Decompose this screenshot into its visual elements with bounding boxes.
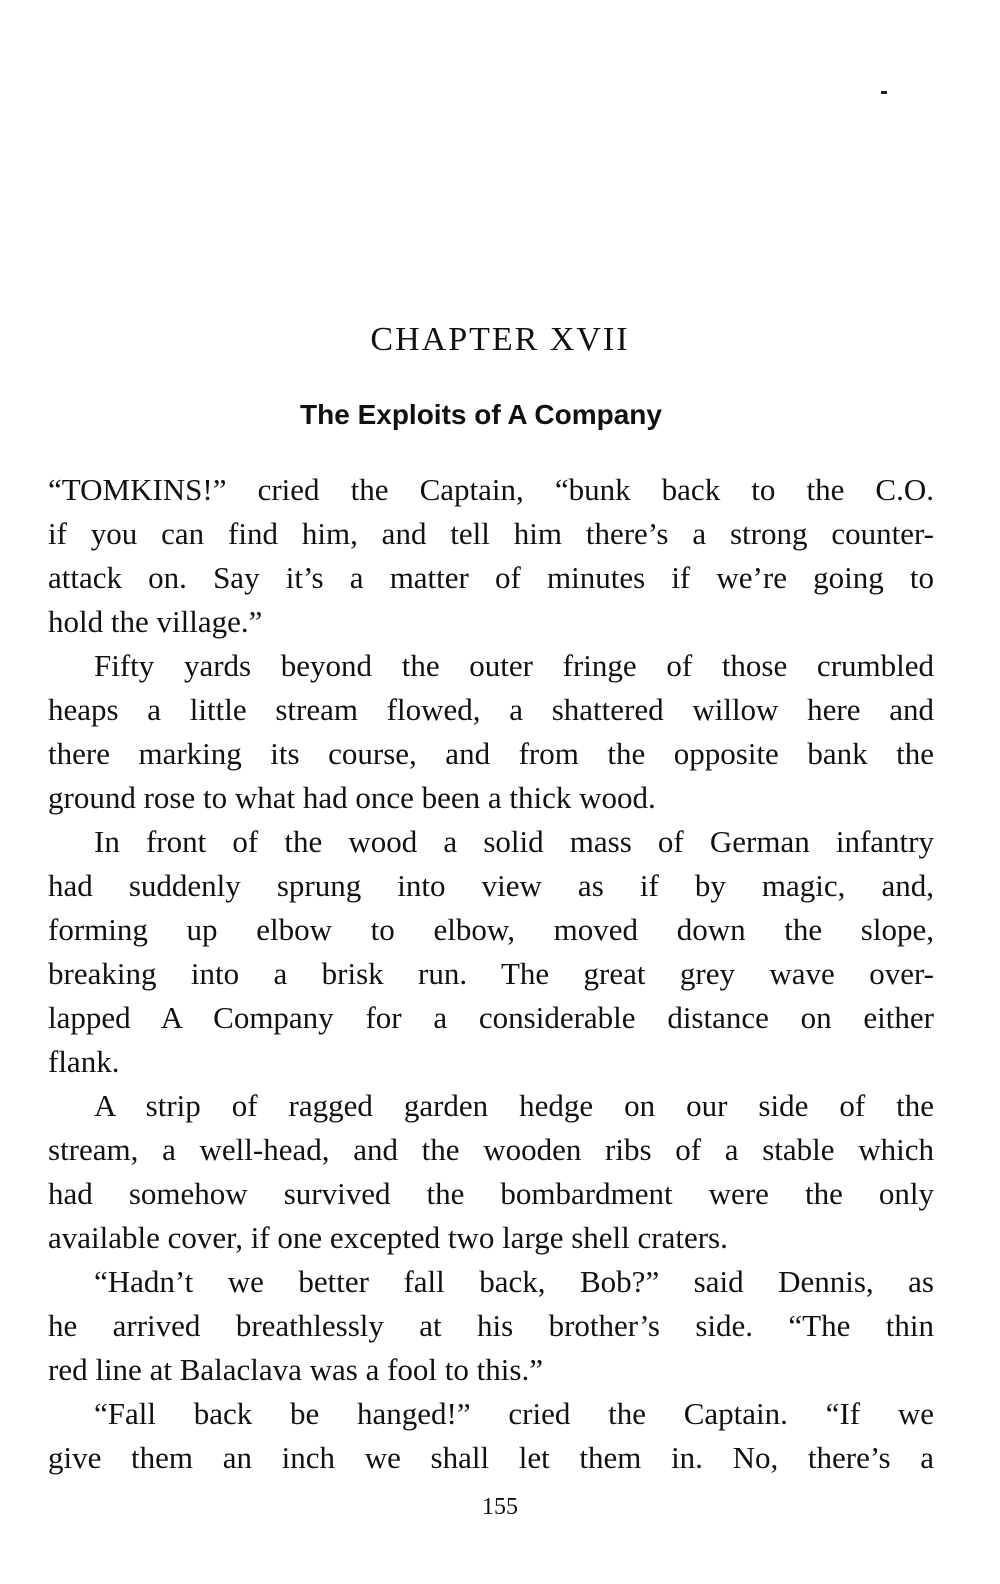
text-line: ground rose to what had once been a thick wood. [48,780,656,815]
text-line: A strip of ragged garden hedge on our side of the [94,1088,934,1123]
text-line: had somehow survived the bombardment were the only [48,1176,934,1211]
text-line: breaking into a brisk run. The great grey wave over- [48,956,934,991]
chapter-title: The Exploits of A Company [300,399,662,430]
text-line: heaps a little stream flowed, a shattered willow here and [48,692,934,727]
text-line: there marking its course, and from the opposite bank the [48,736,934,771]
body-text [48,468,934,1480]
text-line: if you can find him, and tell him there’s a strong counter- [48,516,934,551]
text-line: flank. [48,1044,120,1079]
text-line: “Fall back be hanged!” cried the Captain. “If we [94,1396,934,1431]
text-line: hold the village.” [48,604,263,639]
text-line: give them an inch we shall let them in. No, there’s a [48,1440,934,1475]
text-line: “Hadn’t we better fall back, Bob?” said Dennis, as [94,1264,934,1299]
chapter-number: CHAPTER XVII [370,321,630,358]
page-number: 155 [482,1494,518,1520]
text-line: he arrived breathlessly at his brother’s side. “The thin [48,1308,934,1343]
ink-speck [881,91,887,94]
text-line: lapped A Company for a considerable distance on either [48,1000,934,1035]
text-line: “TOMKINS!” cried the Captain, “bunk back to the C.O. [48,472,934,507]
text-line: stream, a well-head, and the wooden ribs of a stable which [48,1132,934,1167]
text-line: Fifty yards beyond the outer fringe of those crumbled [94,648,934,683]
text-line: red line at Balaclava was a fool to this.” [48,1352,543,1387]
text-line: forming up elbow to elbow, moved down the slope, [48,912,934,947]
text-line: available cover, if one excepted two large shell craters. [48,1220,728,1255]
text-line: attack on. Say it’s a matter of minutes if we’re going to [48,560,934,595]
text-line: had suddenly sprung into view as if by magic, and, [48,868,934,903]
text-line: In front of the wood a solid mass of German infantry [94,824,934,859]
